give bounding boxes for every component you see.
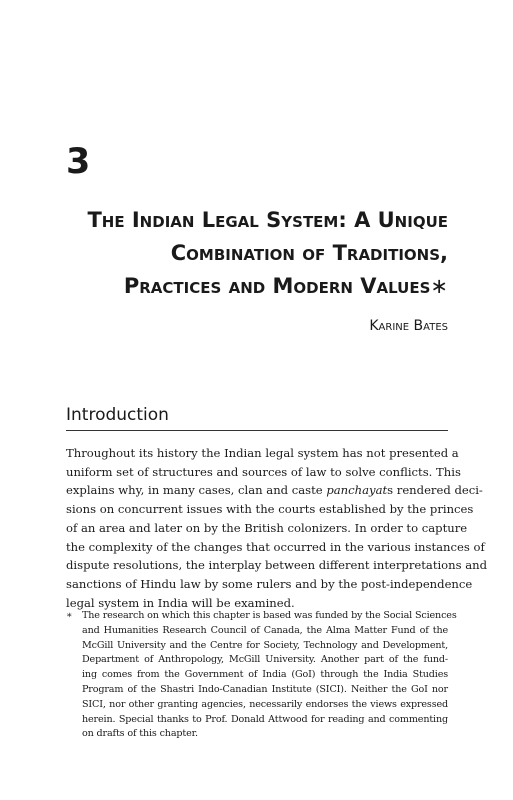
footnote-line: herein. Special thanks to Prof. Donald Attwood for reading and commenting [82,713,448,725]
footnote [66,609,457,742]
body-line: dispute resolutions, the interplay between different interpretations and [66,558,488,573]
body-line [66,481,483,500]
footnote-line: SICI, nor other granting agencies, necessarily endorses the views expressed [82,698,448,710]
body-line-part: s rendered deci- [387,483,483,498]
chapter-title-line-2: Combination of Traditions, [170,241,448,265]
chapter-title-line-3-text: Practices and Modern Values [123,274,431,298]
body-line: sanctions of Hindu law by some rulers and by the post-independence [66,576,473,591]
section-divider [66,430,448,431]
footnote-line: The research on which this chapter is based was funded by the Social Sciences [82,610,457,621]
chapter-number: 3 [66,142,91,182]
body-paragraph [66,444,488,612]
chapter-title [60,204,448,303]
footnote-text [82,609,457,742]
body-line: the complexity of the changes that occurred in the various instances of [66,539,485,554]
footnote-line: ing comes from the Government of India (GoI) through the India Studies [82,669,448,681]
footnote-line: Program of the Shastri Indo-Canadian Institute (SICI). Neither the GoI nor [82,683,448,695]
body-line: uniform set of structures and sources of law to solve conflicts. This [66,464,461,479]
footnote-line: and Humanities Research Council of Canada, the Alma Matter Fund of the [82,624,448,636]
footnote-marker: ∗ [66,610,73,621]
body-line-part: explains why, in many cases, clan and caste [66,483,323,498]
section-heading: Introduction [66,405,169,425]
body-line: sions on concurrent issues with the courts established by the princes [66,502,474,517]
footnote-line: Department of Anthropology, McGill University. Another part of the fund- [82,654,448,666]
body-line: of an area and later on by the British colonizers. In order to capture [66,520,468,535]
body-line: Throughout its history the Indian legal system has not presented a [66,446,459,460]
footnote-line: on drafts of this chapter. [82,728,198,740]
author-name: Karine Bates [369,318,448,334]
chapter-title-line-1: The Indian Legal System: A Unique [87,208,448,232]
italic-term: panchayat [326,483,388,498]
body-line: legal system in India will be examined. [66,595,295,610]
title-footnote-marker: ∗ [430,274,448,298]
footnote-line: McGill University and the Centre for Society, Technology and Development, [82,639,448,651]
chapter-title-line-3 [60,270,448,303]
